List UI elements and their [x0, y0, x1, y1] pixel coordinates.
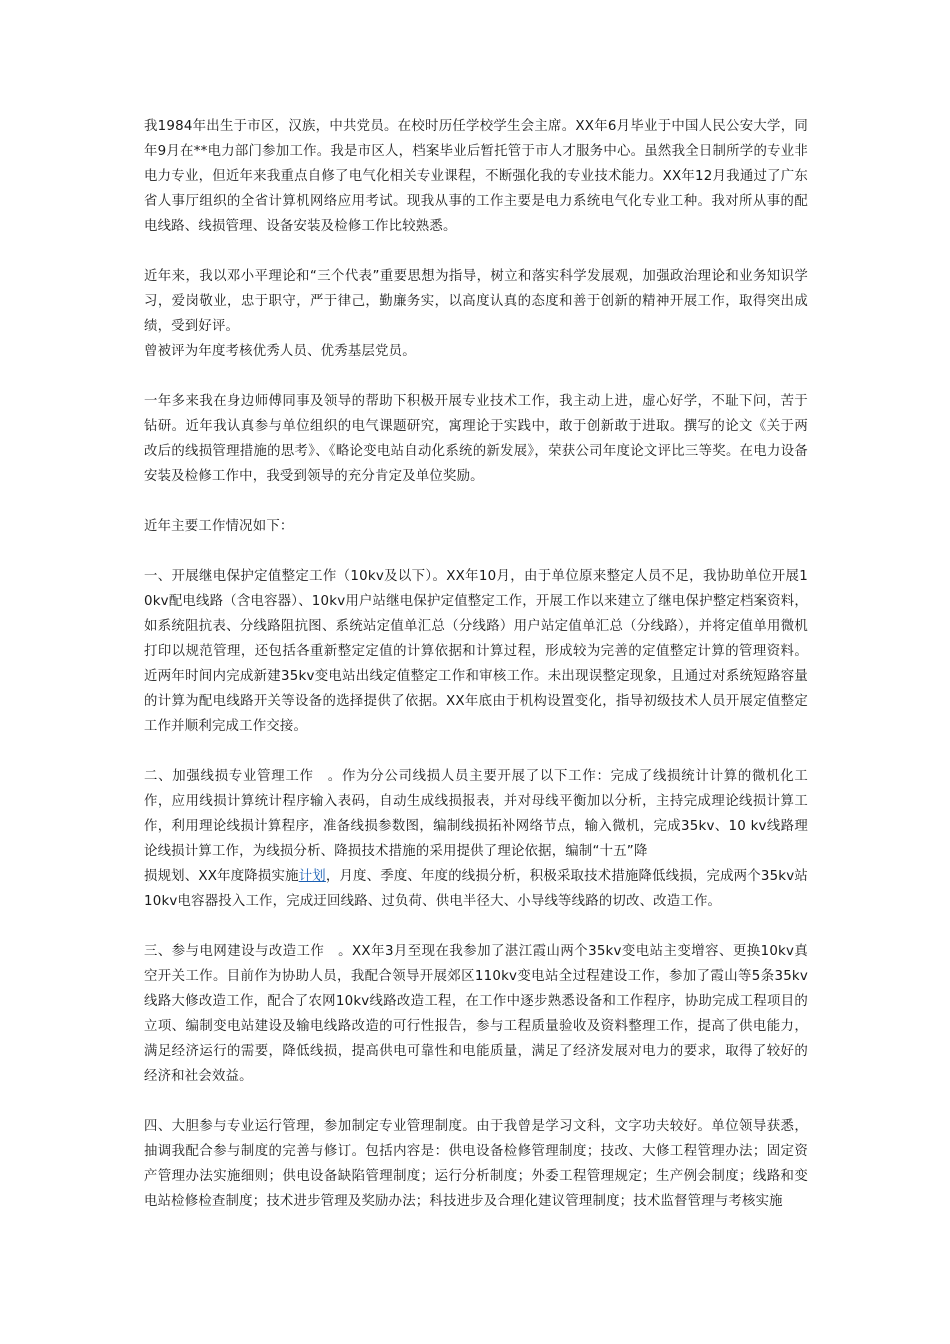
paragraph-spacer: [144, 914, 808, 939]
line-loss-text-before-link: 损规划、XX年度降损实施: [144, 869, 299, 884]
paragraph-spacer: [144, 539, 808, 564]
paragraph-work-summary-heading: 近年主要工作情况如下：: [144, 519, 294, 534]
paragraph-grid-construction: 三、参与电网建设与改造工作 。XX年3月至现在我参加了湛江霞山两个35kv变电站主变增容、更换10kv真空开关工作。目前作为协助人员，我配合领导开展郊区110kv变电站全过程建设工作，参加了霞山等5条35kv线路大修改造工作，配合了农网10kv线路改造工程，在工作中逐步熟悉设备和工作程序，协助完成工程项目的立项、编制变电站建设及输电线路改造的可行性报告，参与工程质量验收及资料整理工作，提高了供电能力，满足经济运行的需要，降低线损，提高供电可靠性和电能质量，满足了经济发展对电力的要求，取得了较好的经济和社会效益。: [144, 944, 808, 1084]
plan-link[interactable]: 计划: [298, 869, 326, 884]
paragraph-spacer: [144, 364, 808, 389]
paragraph-political-study: 近年来，我以邓小平理论和“三个代表”重要思想为指导，树立和落实科学发展观，加强政治理论和业务知识学习，爱岗敬业，忠于职守，严于律己，勤廉务实，以高度认真的态度和善于创新的精神开展工作，取得突出成绩，受到好评。: [144, 269, 808, 334]
paragraph-personal-info: 我1984年出生于市区，汉族，中共党员。在校时历任学校学生会主席。XX年6月毕业于中国人民公安大学，同年9月在**电力部门参加工作。我是市区人，档案毕业后暂托管于市人才服务中心。虽然我全日制所学的专业非电力专业，但近年来我重点自修了电气化相关专业课程，不断强化我的专业技术能力。XX年12月我通过了广东省人事厅组织的全省计算机网络应用考试。现我从事的工作主要是电力系统电气化专业工种。我对所从事的配电线路、线损管理、设备安装及检修工作比较熟悉。: [144, 119, 808, 234]
paragraph-spacer: [144, 239, 808, 264]
paragraph-professional-work: 一年多来我在身边师傅同事及领导的帮助下积极开展专业技术工作，我主动上进，虚心好学，不耻下问，苦于钻研。近年我认真参与单位组织的电气课题研究，寓理论于实践中，敢于创新敢于进取。撰写的论文《关于两改后的线损管理措施的思考》、《略论变电站自动化系统的新发展》，荣获公司年度论文评比三等奖。在电力设备安装及检修工作中，我受到领导的充分肯定及单位奖励。: [144, 394, 808, 484]
paragraph-line-loss-part2: [144, 864, 808, 914]
paragraph-honors: 曾被评为年度考核优秀人员、优秀基层党员。: [144, 344, 416, 359]
paragraph-relay-protection: 一、开展继电保护定值整定工作（10kv及以下）。XX年10月，由于单位原来整定人员不足，我协助单位开展10kv配电线路（含电容器）、10kv用户站继电保护定值整定工作，开展工作以来建立了继电保护整定档案资料，如系统阻抗表、分线路阻抗图、系统站定值单汇总（分线路）用户站定值单汇总（分线路），并将定值单用微机打印以规范管理，还包括各重新整定定值的计算依据和计算过程，形成较为完善的定值整定计算的管理资料。近两年时间内完成新建35kv变电站出线定值整定工作和审核工作。未出现误整定现象，且通过对系统短路容量的计算为配电线路开关等设备的选择提供了依据。XX年底由于机构设置变化，指导初级技术人员开展定值整定工作并顺利完成工作交接。: [144, 569, 808, 734]
paragraph-line-loss-part1: 二、加强线损专业管理工作 。作为分公司线损人员主要开展了以下工作：完成了线损统计计算的微机化工作，应用线损计算统计程序输入表码，自动生成线损报表，并对母线平衡加以分析，主持完成理论线损计算工作，利用理论线损计算程序，准备线损参数图，编制线损拓补网络节点，输入微机，完成35kv、10 kv线路理论线损计算工作，为线损分析、降损技术措施的采用提供了理论依据，编制“十五”降: [144, 769, 808, 859]
paragraph-spacer: [144, 489, 808, 514]
paragraph-spacer: [144, 739, 808, 764]
line-loss-text-after-link: ，月度、季度、年度的线损分析，积极采取技术措施降低线损，完成两个35kv站10kv电容器投入工作，完成迂回线路、过负荷、供电半径大、小导线等线路的切改、改造工作。: [144, 869, 808, 909]
paragraph-management-rules: 四、大胆参与专业运行管理，参加制定专业管理制度。由于我曾是学习文科，文字功夫较好。单位领导获悉，抽调我配合参与制度的完善与修订。包括内容是：供电设备检修管理制度；技改、大修工程管理办法；固定资产管理办法实施细则；供电设备缺陷管理制度；运行分析制度；外委工程管理规定；生产例会制度；线路和变电站检修检查制度；技术进步管理及奖励办法；科技进步及合理化建议管理制度；技术监督管理与考核实施: [144, 1119, 808, 1209]
paragraph-spacer: [144, 1089, 808, 1114]
document-body: [144, 114, 808, 1214]
